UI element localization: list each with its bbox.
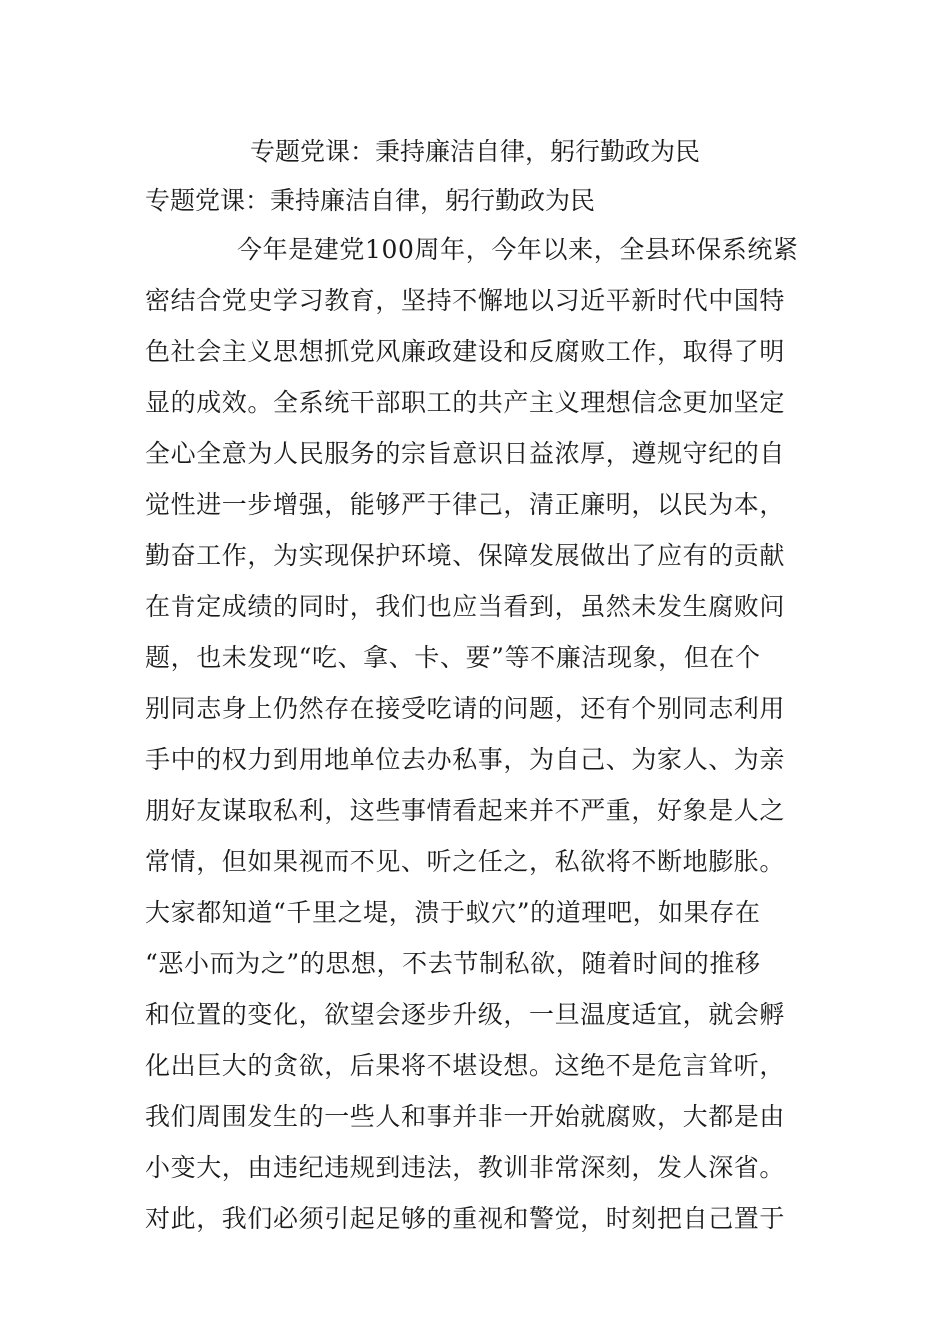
paragraph-line: 别同志身上仍然存在接受吃请的问题，还有个别同志利用 <box>145 694 786 723</box>
document-title: 专题党课：秉持廉洁自律，躬行勤政为民 <box>249 137 700 166</box>
paragraph-line: 觉性进一步增强，能够严于律己，清正廉明，以民为本， <box>145 490 786 519</box>
paragraph-line: 常情，但如果视而不见、听之任之，私欲将不断地膨胀。 <box>145 847 786 876</box>
document-body <box>145 232 815 1252</box>
paragraph-line: 密结合党史学习教育，坚持不懈地以习近平新时代中国特 <box>145 286 786 315</box>
paragraph-line: “恶小而为之”的思想，不去节制私欲，随着时间的推移 <box>145 949 761 978</box>
paragraph-line: 题，也未发现“吃、拿、卡、要”等不廉洁现象，但在个 <box>145 643 761 672</box>
paragraph-line: 勤奋工作，为实现保护环境、保障发展做出了应有的贡献 <box>145 541 786 570</box>
paragraph-line: 显的成效。全系统干部职工的共产主义理想信念更加坚定 <box>145 388 786 417</box>
paragraph-line: 今年是建党100周年，今年以来，全县环保系统紧 <box>237 235 799 264</box>
document-subtitle: 专题党课：秉持廉洁自律，躬行勤政为民 <box>145 186 596 215</box>
paragraph-line: 小变大，由违纪违规到违法，教训非常深刻，发人深省。 <box>145 1153 786 1182</box>
paragraph-line: 我们周围发生的一些人和事并非一开始就腐败，大都是由 <box>145 1102 786 1131</box>
paragraph-line: 对此，我们必须引起足够的重视和警觉，时刻把自己置于 <box>145 1204 786 1233</box>
paragraph-line: 全心全意为人民服务的宗旨意识日益浓厚，遵规守纪的自 <box>145 439 786 468</box>
paragraph-line: 手中的权力到用地单位去办私事，为自己、为家人、为亲 <box>145 745 786 774</box>
paragraph-line: 和位置的变化，欲望会逐步升级，一旦温度适宜，就会孵 <box>145 1000 786 1029</box>
paragraph-line: 在肯定成绩的同时，我们也应当看到，虽然未发生腐败问 <box>145 592 786 621</box>
paragraph-line: 色社会主义思想抓党风廉政建设和反腐败工作，取得了明 <box>145 337 786 366</box>
paragraph-line: 朋好友谋取私利，这些事情看起来并不严重，好象是人之 <box>145 796 786 825</box>
paragraph-line: 化出巨大的贪欲，后果将不堪设想。这绝不是危言耸听， <box>145 1051 786 1080</box>
paragraph-line: 大家都知道“千里之堤，溃于蚁穴”的道理吧，如果存在 <box>145 898 761 927</box>
